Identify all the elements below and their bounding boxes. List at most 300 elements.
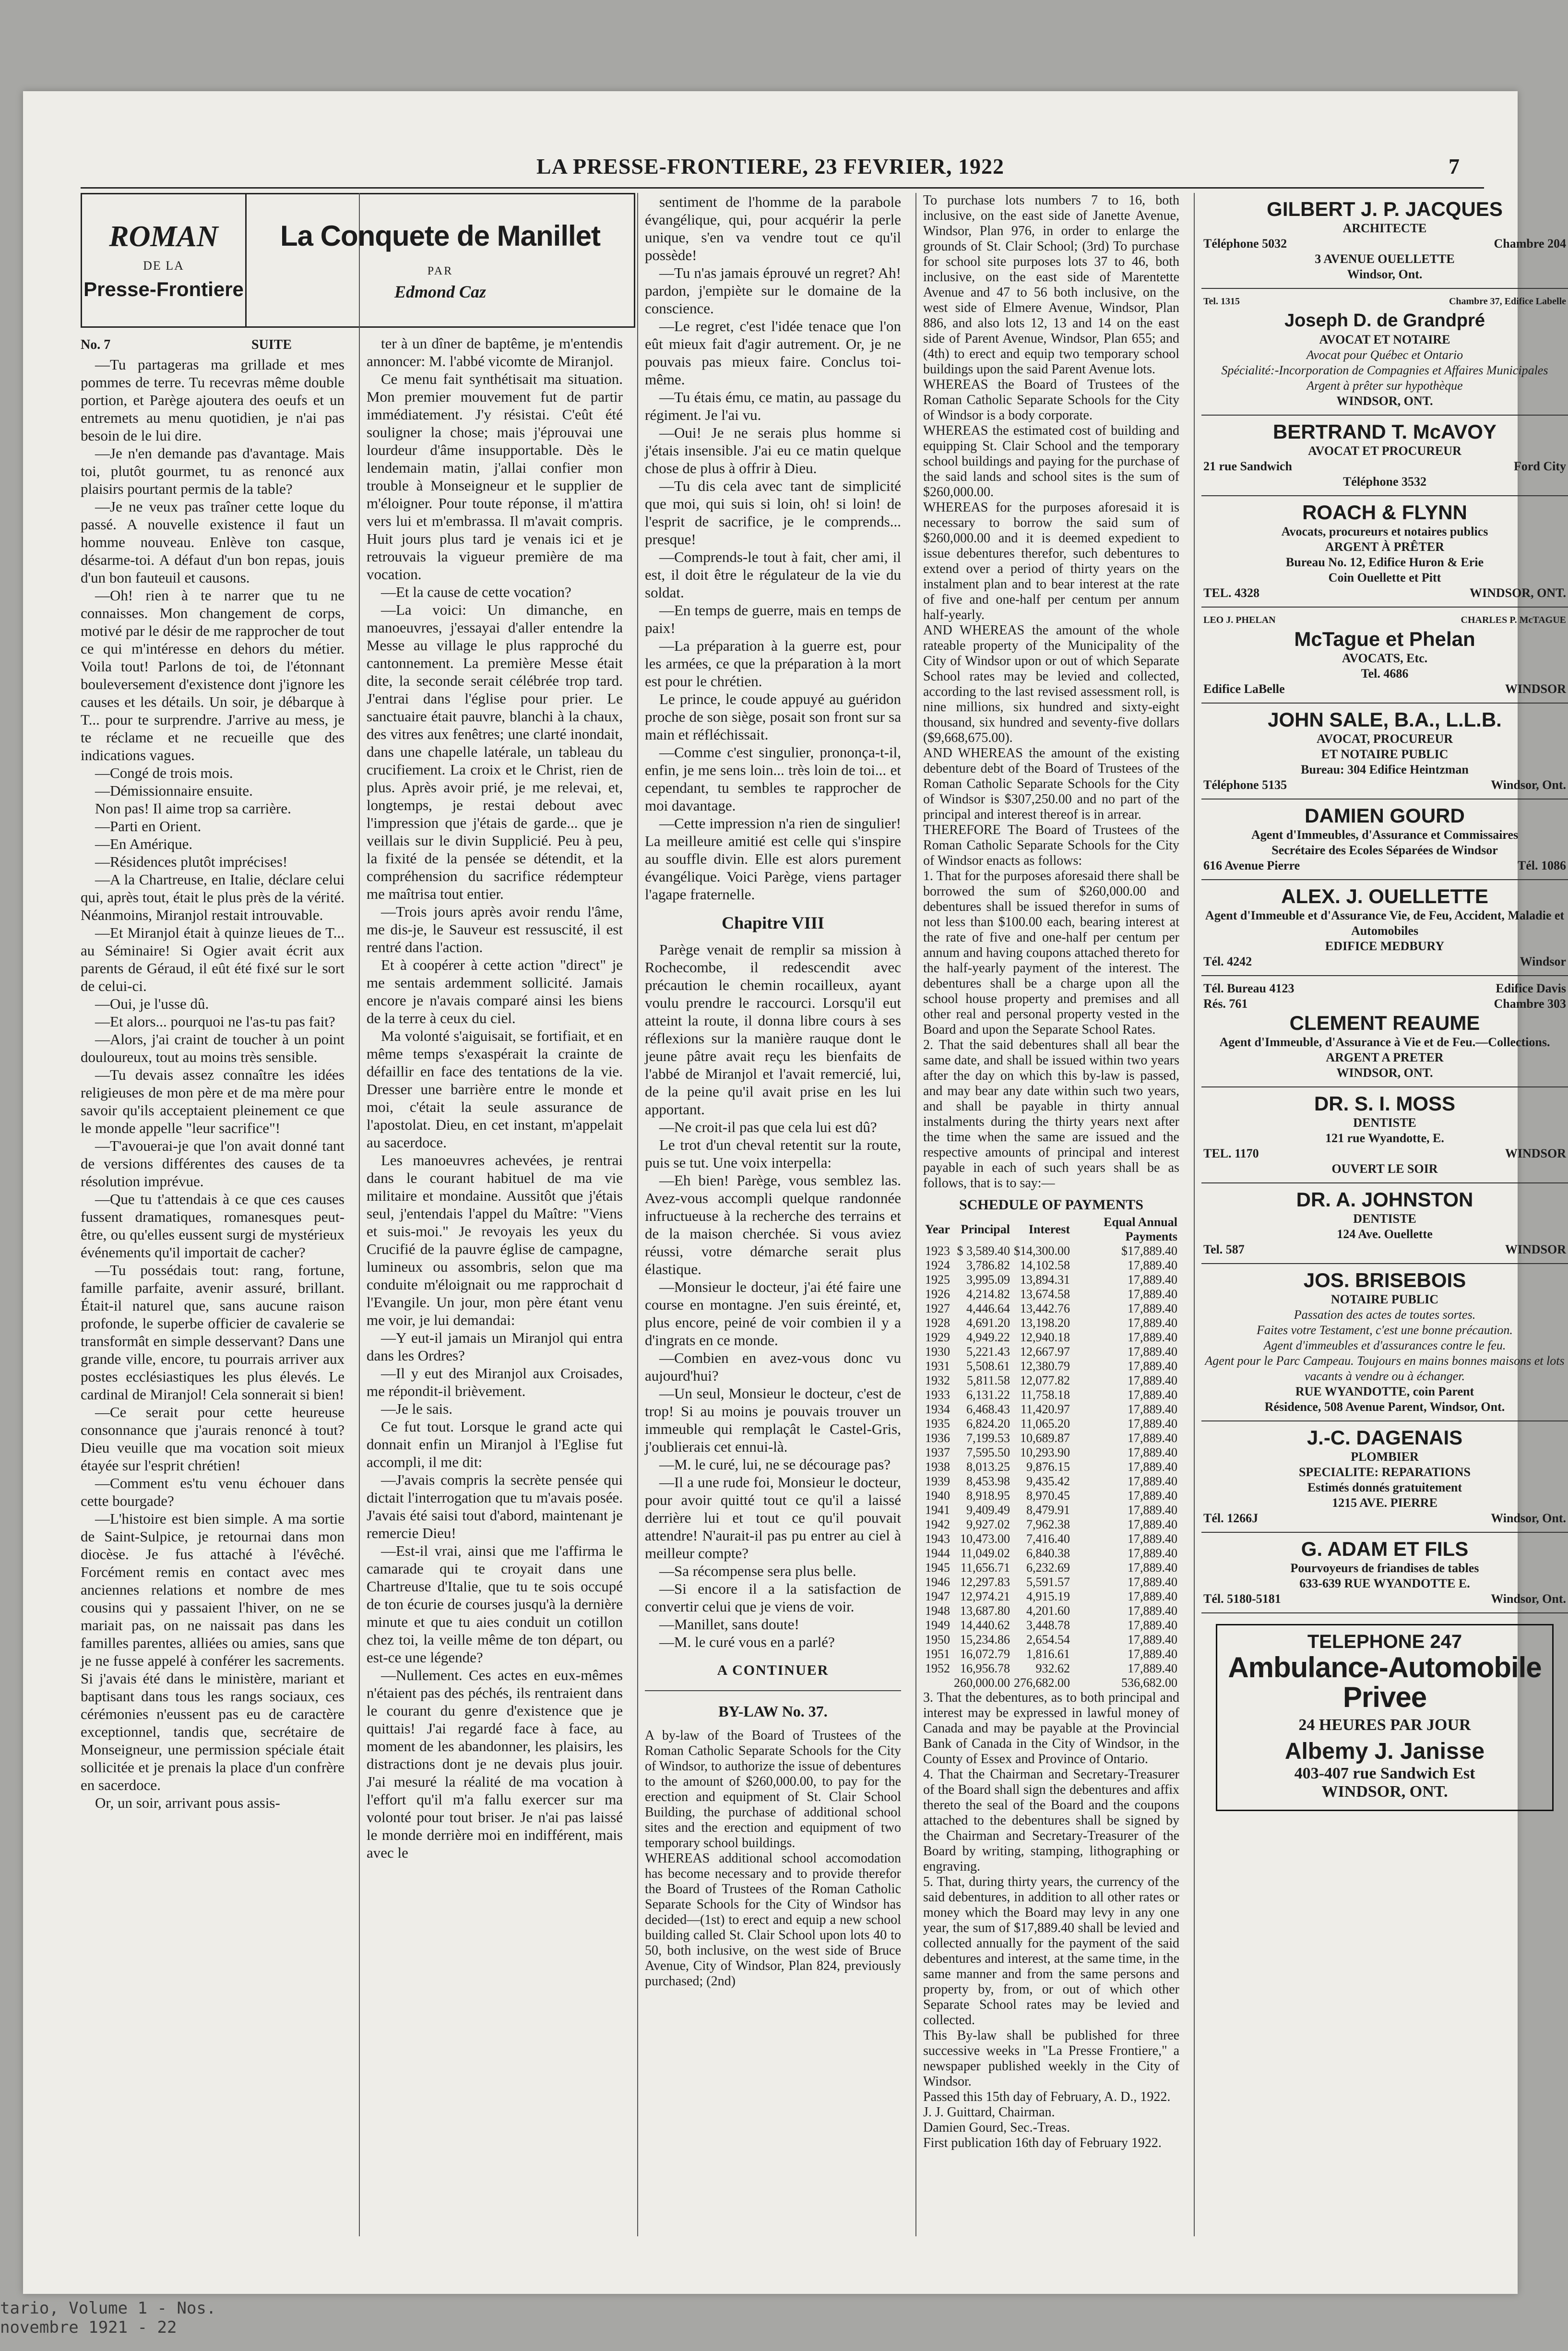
ad-city: WINDSOR — [1505, 1242, 1566, 1256]
schedule-row — [923, 1633, 1179, 1647]
ad-line: AVOCATS, Etc. — [1342, 651, 1428, 665]
ad-tel: Tél. 1266J — [1203, 1511, 1259, 1525]
ad-name: CLEMENT REAUME — [1289, 1012, 1480, 1034]
ad-line: EDIFICE MEDBURY — [1325, 939, 1445, 953]
schedule-row — [923, 1388, 1179, 1402]
newspaper-page — [23, 91, 1566, 2294]
schedule-cell: 1925 — [925, 1273, 950, 1287]
ad-tel: Tel. 587 — [1203, 1242, 1245, 1256]
ad-tel: Rés. 761 — [1203, 997, 1248, 1011]
ad-line: SPECIALITE: REPARATIONS — [1298, 1465, 1471, 1479]
archive-stamp-line: novembre 1921 - 22 — [0, 2318, 177, 2337]
schedule-header-cell: Interest — [1028, 1222, 1070, 1236]
ad-row — [1203, 1511, 1566, 1526]
ad-row — [1203, 459, 1566, 474]
paragraph: —La voici: Un dimanche, en manoeuvres, j'essayai d'aller entendre la Messe au village le plus rapproché du cantonnement. La première Messe était dite, la seconde serait célébrée trop tard. J'entrai dans l'église pour prier. Le sanctuaire était pauvre, blanchi à la chaux, des vitres aux fenêtres; une clarté inondait, dans une chapelle latérale, un tableau du crucifiement. La croix et le Christ, rien de plus. Après avoir prié, je me relevai, et, longtemps, je restai debout avec l'impression que j'étais de garde... que je veillais sur le divin Supplicié. Peu à peu, la fixité de la pensée se détendit, et la compréhension du sacrifice rédempteur me maîtrisa tout entier. — [367, 601, 623, 902]
ad-row — [1203, 294, 1566, 309]
schedule-cell: 17,889.40 — [1128, 1316, 1177, 1330]
ad-tel: Tél. Bureau 4123 — [1203, 981, 1295, 995]
paragraph: —Le regret, c'est l'idée tenace que l'on eût mieux fait d'agir autrement. Or, je ne pouvais pas mieux faire. Conclus toi-même. — [645, 318, 901, 388]
serial-title: La Conquete de Manillet — [280, 219, 601, 252]
paragraph: —A la Chartreuse, en Italie, déclare celui qui, après tout, était le plus près de la vérité. Néanmoins, Miranjol restait introuvable. — [81, 871, 344, 923]
ad-row — [1203, 858, 1566, 873]
bylaw-text-3 — [923, 1690, 1179, 2151]
paragraph: —Oui! Je ne serais plus homme si j'étais insensible. J'ai eu ce matin quelque chose de plus à offrir à Dieu. — [645, 424, 901, 477]
schedule-cell: 17,889.40 — [1128, 1258, 1177, 1272]
ad-line: Windsor, Ont. — [1347, 267, 1423, 281]
paragraph: First publication 16th day of February 1922. — [923, 2136, 1162, 2150]
schedule-cell: 7,962.38 — [1026, 1517, 1070, 1531]
schedule-cell: 1928 — [925, 1316, 950, 1330]
ad-line: Agent pour le Parc Campeau. Toujours en mains bonnes maisons et lots vacants à vendre ou à échanger. — [1205, 1354, 1565, 1383]
paragraph: —Et la cause de cette vocation? — [381, 584, 571, 600]
ad-partner: LEO J. PHELAN — [1203, 615, 1276, 625]
schedule-row — [923, 1431, 1179, 1445]
ad-tel: Tel. 1315 — [1203, 296, 1240, 307]
column-3-text — [645, 193, 901, 903]
paragraph: WHEREAS for the purposes aforesaid it is necessary to borrow the said sum of $260,000.00 and it is deemed expedient to issue debentures therefor, such debentures to extend over a period of thirty years on the instalment plan and to bear interest at the rate of five and one-half per centum per annum half-yearly. — [923, 500, 1179, 622]
ad-line: ARCHITECTE — [1342, 221, 1427, 235]
chapter-text — [645, 941, 901, 1651]
schedule-cell: 1,816.61 — [1026, 1647, 1070, 1661]
ad-name: BERTRAND T. McAVOY — [1273, 420, 1497, 443]
schedule-row — [923, 1330, 1179, 1345]
ad-addr: 616 Avenue Pierre — [1203, 859, 1300, 872]
serial-author: Edmond Caz — [394, 282, 487, 301]
schedule-cell: 4,201.60 — [1026, 1604, 1070, 1618]
schedule-cell: $ 3,589.40 — [957, 1244, 1010, 1258]
paragraph: —Un seul, Monsieur le docteur, c'est de trop! Si au moins je pouvais trouver un immeuble qui remplaçât le Castel-Gris, j'oublierais cet ennui-là. — [645, 1385, 901, 1455]
paragraph: —Tu n'as jamais éprouvé un regret? Ah! pardon, j'empiète sur le domaine de la conscience. — [645, 264, 901, 317]
ambulance-name: Ambulance-Automobile Privee — [1228, 1651, 1542, 1713]
column-2-text — [367, 334, 623, 1862]
ad-name: G. ADAM ET FILS — [1301, 1538, 1469, 1560]
ad-name: ALEX. J. OUELLETTE — [1281, 885, 1488, 907]
paragraph: Non pas! Il aime trop sa carrière. — [95, 800, 291, 817]
ad-row — [1203, 1146, 1566, 1161]
paragraph: —Résidences plutôt imprécises! — [95, 853, 288, 870]
paragraph: —La préparation à la guerre est, pour les armées, ce que la préparation à la mort est pour le chrétien. — [645, 637, 901, 690]
ad-line: Secrétaire des Ecoles Séparées de Windsor — [1271, 843, 1498, 857]
ad-line: Avocats, procureurs et notaires publics — [1281, 525, 1488, 538]
ad-row — [1203, 585, 1566, 601]
paragraph: —Il a une rude foi, Monsieur le docteur, pour avoir quitté tout ce qu'il a laissé derrière lui et tout ce qu'il pouvait attendre! N'aurait-il pas pu entrer au ciel à meilleur compte? — [645, 1474, 901, 1562]
ad-line: Agent d'Immeuble, d'Assurance à Vie et de Feu.—Collections. — [1219, 1035, 1550, 1049]
continuer-label: A CONTINUER — [645, 1662, 901, 1691]
ad-line: WINDSOR, ONT. — [1336, 1066, 1433, 1080]
paragraph: —Parti en Orient. — [95, 818, 202, 835]
ad-line: 633-639 RUE WYANDOTTE E. — [1299, 1576, 1470, 1590]
ad-mcavoy — [1201, 416, 1568, 496]
paragraph: —Tu partageras ma grillade et mes pommes de terre. Tu recevras même double portion, et Parège ajoutera des oeufs et un entremets au menu quotidien, je n'ai pas besoin de le lui dire. — [81, 356, 344, 444]
ad-tel: Téléphone 5135 — [1203, 778, 1287, 792]
ad-line: Bureau No. 12, Edifice Huron & Erie — [1285, 555, 1484, 569]
schedule-row — [923, 1301, 1179, 1316]
schedule-cell: 1946 — [925, 1575, 950, 1589]
schedule-cell: $17,889.40 — [1121, 1244, 1177, 1258]
schedule-cell: 8,479.91 — [1026, 1503, 1070, 1517]
ad-dagenais — [1201, 1421, 1568, 1533]
schedule-cell: 17,889.40 — [1128, 1402, 1177, 1416]
paragraph: —Et alors... pourquoi ne l'as-tu pas fait? — [95, 1013, 335, 1030]
paragraph: —Congé de trois mois. — [95, 764, 233, 781]
ad-row — [1203, 236, 1566, 251]
schedule-cell: 9,435.42 — [1026, 1474, 1070, 1488]
ad-line: Tel. 4686 — [1361, 667, 1409, 680]
paragraph: —Je ne veux pas traîner cette loque du passé. A nouvelle existence il faut un homme nouveau. Enlève ton casque, désarme-toi. A défaut d'un bon repas, jouis d'un bon fauteuil et causons. — [81, 498, 344, 586]
schedule-row — [923, 1258, 1179, 1273]
schedule-cell: 16,072.79 — [960, 1647, 1010, 1661]
ad-line: Coin Ouellette et Pitt — [1328, 571, 1441, 585]
ad-line: WINDSOR, ONT. — [1336, 394, 1433, 408]
schedule-cell: 6,468.43 — [966, 1402, 1010, 1416]
schedule-cell: 9,876.15 — [1026, 1460, 1070, 1474]
episode-line — [81, 337, 344, 353]
ad-row — [1203, 777, 1566, 793]
paragraph: This By-law shall be published for three successive weeks in "La Presse Frontiere," a newspaper published weekly in the City of Windsor. — [923, 2028, 1179, 2089]
ad-line: ET NOTAIRE PUBLIC — [1321, 747, 1449, 761]
ad-city: WINDSOR — [1505, 682, 1566, 696]
schedule-cell: 1945 — [925, 1561, 950, 1575]
ad-line: Spécialité:-Incorporation de Compagnies et Affaires Municipales — [1221, 363, 1548, 377]
paragraph: —Tu possédais tout: rang, fortune, famille parfaite, avenir assuré, brillant. Était-il naturel que, sans aucune raison profonde, le superbe officier de cavalerie se transformât en simple desservant? Dans une grande ville, encore, tu pourrais arriver aux postes ecclésiastiques les plus élevés. Le cardinal de Miranjol! Cela sonnerait si bien! — [81, 1262, 344, 1403]
paragraph: J. J. Guittard, Chairman. — [923, 2105, 1055, 2120]
schedule-cell: 1930 — [925, 1345, 950, 1359]
ad-gourd — [1201, 800, 1568, 880]
schedule-cell: 17,889.40 — [1128, 1647, 1177, 1661]
ad-line: Agent d'Immeubles, d'Assurance et Commissaires — [1251, 828, 1519, 842]
schedule-cell: 10,689.87 — [1020, 1431, 1070, 1445]
ad-line: Bureau: 304 Edifice Heintzman — [1301, 763, 1469, 776]
schedule-row — [923, 1647, 1179, 1661]
schedule-cell: 1942 — [925, 1517, 950, 1531]
schedule-row — [923, 1460, 1179, 1474]
ambulance-owner: Albemy J. Janisse — [1284, 1739, 1485, 1764]
schedule-header-cell: Year — [925, 1222, 950, 1236]
paragraph: —Combien en avez-vous donc vu aujourd'hui? — [645, 1349, 901, 1384]
page-number: 7 — [1449, 154, 1460, 179]
schedule-cell: 17,889.40 — [1128, 1359, 1177, 1373]
paragraph: —Nullement. Ces actes en eux-mêmes n'étaient pas des péchés, ils rentraient dans le courant du genre d'existence que je quittais! J'ai regardé face à face, au moment de les abandonner, les plaisirs, les distractions dont je ne devais plus jouir. J'ai mesuré la réalité de ma vocation à l'effort qu'il m'a fallu exercer sur ma volonté pour tout briser. Je n'ai pas laissé le monde derrière moi en indifférent, mais avec le — [367, 1667, 623, 1861]
paragraph: —Y eut-il jamais un Miranjol qui entra dans les Ordres? — [367, 1329, 623, 1364]
paragraph: WHEREAS the estimated cost of building and equipping St. Clair School and the temporary school buildings and paying for the purchase of the said lands and school sites is the sum of $260,000.00. — [923, 423, 1179, 500]
paragraph: —Trois jours après avoir rendu l'âme, me dis-je, le Sauveur est ressuscité, il est rentré dans l'action. — [367, 903, 623, 955]
paragraph: —Monsieur le docteur, j'ai été faire une course en montagne. J'en suis éreinté, et, plus encore, peiné de voir combien il y a d'ingrats en ce monde. — [645, 1278, 901, 1349]
ad-name: DR. A. JOHNSTON — [1296, 1188, 1473, 1211]
masthead — [23, 154, 1518, 188]
schedule-cell — [923, 1676, 952, 1690]
schedule-cell: 13,674.58 — [1020, 1287, 1070, 1301]
schedule-cell: 1926 — [925, 1287, 950, 1301]
schedule-cell: 13,894.31 — [1020, 1273, 1070, 1287]
schedule-cell: 1948 — [925, 1604, 950, 1618]
paragraph: Passed this 15th day of February, A. D., 1922. — [923, 2089, 1171, 2104]
paragraph: To purchase lots numbers 7 to 16, both inclusive, on the east side of Janette Avenue, Windsor, Plan 976, in order to enlarge the grounds of St. Clair School; (3rd) To purchase for school site purposes lots 37 to 46, both inclusive, on the east side of Marentette Avenue and 47 to 56 both inclusive, on the west side of Elmere Avenue, Windsor, Plan 886, and also lots 12, 13 and 14 on the east side of Parent Avenue, Windsor, Plan 655; and (4th) to erect and equip two temporary school buildings upon the said Parent Avenue lots. — [923, 193, 1179, 377]
paragraph: 2. That the said debentures shall all bear the same date, and shall be issued within two years after the day on which this by-law is passed, and may bear any date within such two years, and shall be payable in thirty annual instalments during the thirty years next after the time when the same are issued and the respective amounts of principal and interest payable in each of such years shall be as follows, that is to say:— — [923, 1038, 1179, 1191]
ad-row — [1203, 954, 1566, 969]
schedule-cell: 12,974.21 — [960, 1589, 1010, 1603]
paragraph: THEREFORE The Board of Trustees of the Roman Catholic Separate Schools for the City of Windsor enacts as follows: — [923, 823, 1179, 868]
paragraph: —Je n'en demande pas d'avantage. Mais toi, plutôt gourmet, tu as renoncé aux plaisirs pourtant permis de la table? — [81, 445, 344, 497]
schedule-cell: 17,889.40 — [1128, 1474, 1177, 1488]
schedule-cell: 6,232.69 — [1026, 1561, 1070, 1575]
schedule-table — [923, 1215, 1179, 1690]
ad-line: PLOMBIER — [1351, 1450, 1419, 1464]
paragraph: sentiment de l'homme de la parabole évangélique, qui, pour acquérir la perle unique, s'en va vendre tout ce qu'il possède! — [645, 193, 901, 263]
ad-line: 121 rue Wyandotte, E. — [1325, 1131, 1444, 1145]
paragraph: —Je le sais. — [381, 1400, 452, 1417]
schedule-header-cell: Equal Annual Payments — [1104, 1215, 1177, 1243]
schedule-cell: 17,889.40 — [1128, 1546, 1177, 1560]
schedule-cell: 1929 — [925, 1330, 950, 1344]
schedule-cell: 17,889.40 — [1128, 1287, 1177, 1301]
schedule-cell: 4,214.82 — [966, 1287, 1010, 1301]
ambulance-tel: TELEPHONE 247 — [1307, 1631, 1462, 1652]
schedule-cell: 17,889.40 — [1128, 1273, 1177, 1287]
schedule-cell: 12,940.18 — [1020, 1330, 1070, 1344]
schedule-cell: 16,956.78 — [960, 1661, 1010, 1675]
roman-label — [82, 194, 247, 326]
paragraph: —L'histoire est bien simple. A ma sortie de Saint-Sulpice, je retournai dans mon diocèse. Je fus attaché à l'évêché. Forcément remis en contact avec mes anciennes relations et nombre de mes cousins qui y passaient l'hiver, on ne se mariait pas, on ne naissait pas dans les familles parentes, alliées ou amies, sans que je ne fusse appelé à conférer les sacrements. Si j'avais été dans le ministère, mariant et baptisant dans tous les rangs sociaux, ces cérémonies n'eussent pas eu de caractère exceptionnel, tandis que, secrétaire de Monseigneur, une permission spéciale était sollicitée et je prenais la place d'un confrère en sacerdoce. — [81, 1510, 344, 1793]
ad-ouellette — [1201, 880, 1568, 976]
ad-line: NOTAIRE PUBLIC — [1330, 1292, 1439, 1306]
schedule-cell: 11,065.20 — [1020, 1417, 1070, 1431]
paragraph: Ce fut tout. Lorsque le grand acte qui donnait enfin un Miranjol à l'Eglise fut accompli, il me dit: — [367, 1418, 623, 1470]
paper-name: Presse-Frontiere — [83, 278, 244, 300]
schedule-cell: 1944 — [925, 1546, 950, 1560]
schedule-row — [923, 1474, 1179, 1489]
schedule-cell: 17,889.40 — [1128, 1373, 1177, 1387]
schedule-cell: 8,453.98 — [966, 1474, 1010, 1488]
archive-stamp-line: tario, Volume 1 - Nos. — [0, 2299, 216, 2318]
schedule-row — [923, 1345, 1179, 1359]
schedule-cell: 1936 — [925, 1431, 950, 1445]
suite-label: SUITE — [251, 337, 292, 352]
schedule-cell: 1927 — [925, 1301, 950, 1315]
bylaw-column — [915, 193, 1179, 2236]
ad-line: 124 Ave. Ouellette — [1337, 1227, 1433, 1241]
chapter-heading: Chapitre VIII — [722, 913, 824, 932]
schedule-cell: 6,131.22 — [966, 1388, 1010, 1402]
paragraph: —Est-il vrai, ainsi que me l'affirma le camarade qui te croyait dans une Chartreuse d'Italie, que tu te sois occupé de ton écurie de courses jusqu'à la dernière minute et que tu aies conduit un cotillon chez toi, la veille même de ton départ, ou est-ce une légende? — [367, 1542, 623, 1666]
schedule-cell: 8,970.45 — [1026, 1489, 1070, 1503]
schedule-cell: 17,889.40 — [1128, 1417, 1177, 1431]
schedule-cell: 17,889.40 — [1128, 1661, 1177, 1675]
schedule-row — [923, 1618, 1179, 1633]
schedule-cell: 12,380.79 — [1020, 1359, 1070, 1373]
ad-line: Estimés donnés gratuitement — [1307, 1480, 1462, 1494]
ads-column — [1194, 193, 1568, 2236]
schedule-cell: 17,889.40 — [1128, 1604, 1177, 1618]
schedule-cell: 2,654.54 — [1026, 1633, 1070, 1647]
schedule-title: SCHEDULE OF PAYMENTS — [959, 1197, 1143, 1213]
ad-tel: TEL. 1170 — [1203, 1146, 1259, 1160]
paragraph: —Alors, j'ai craint de toucher à un point douloureux, tout au moins très sensible. — [81, 1031, 344, 1065]
ad-name: McTague et Phelan — [1294, 628, 1475, 650]
schedule-cell: 4,691.20 — [966, 1316, 1010, 1330]
ad-line: ARGENT A PRETER — [1326, 1050, 1444, 1064]
schedule-cell: 9,927.02 — [966, 1517, 1010, 1531]
schedule-cell: 276,682.00 — [1014, 1676, 1070, 1690]
ad-addr: 21 rue Sandwich — [1203, 459, 1292, 473]
ad-line: Argent à prêter sur hypothèque — [1307, 379, 1463, 393]
schedule-cell: 11,420.97 — [1020, 1402, 1070, 1416]
ad-line: AVOCAT, PROCUREUR — [1316, 732, 1453, 746]
schedule-cell: 1951 — [925, 1647, 950, 1661]
schedule-cell: 3,786.82 — [966, 1258, 1010, 1272]
schedule-cell: 3,448.78 — [1026, 1618, 1070, 1632]
schedule-cell: 1937 — [925, 1445, 950, 1459]
schedule-row — [923, 1661, 1179, 1676]
ad-line: RUE WYANDOTTE, coin Parent — [1295, 1384, 1474, 1398]
bylaw-text-1 — [645, 1728, 901, 1989]
paragraph: —Ce serait pour cette heureuse consonnance que j'aurais renoncé à tout? Dieu veuille que ma vocation soit mieux étayée sur l'esprit chrétien! — [81, 1404, 344, 1474]
schedule-cell: 10,293.90 — [1020, 1445, 1070, 1459]
ad-city: Windsor — [1520, 955, 1566, 968]
schedule-cell: 5,811.58 — [966, 1373, 1010, 1387]
ambulance-city: WINDSOR, ONT. — [1321, 1783, 1448, 1801]
schedule-cell: 17,889.40 — [1128, 1575, 1177, 1589]
ambulance-hours: 24 HEURES PAR JOUR — [1298, 1716, 1471, 1734]
schedule-cell: 4,915.19 — [1026, 1589, 1070, 1603]
paragraph: —Oh! rien à te narrer que tu ne connaisses. Mon changement de corps, motivé par le désir de me rapprocher de tout ce qui m'intéresse en dehors du métier. Voila tout! Parlons de toi, de l'étonnant bouleversement d'existence dont j'ignore les causes et les détails. Un soir, je débarque à T... pour te surprendre. J'arrive au mess, je te réclame et ne recueille que des indications vagues. — [81, 587, 344, 764]
paragraph: —Comprends-le tout à fait, cher ami, il est, il doit être le régulateur de la vie du soldat. — [645, 549, 901, 601]
ad-tel: Tél. 5180-5181 — [1203, 1592, 1281, 1606]
paragraph: —Et Miranjol était à quinze lieues de T... au Séminaire! Si Ogier avait écrit aux parents de Géraud, il eût été fixé sur le sort de celui-ci. — [81, 924, 344, 994]
ad-jacques — [1201, 193, 1568, 289]
schedule-cell: 17,889.40 — [1128, 1460, 1177, 1474]
schedule-row — [923, 1244, 1179, 1258]
paragraph: 5. That, during thirty years, the currency of the said debentures, in addition to all other rates or money which the Board may levy in any one year, the sum of $17,889.40 shall be levied and collected annually for the payment of the said debentures and interest, at the same time, in the same manner and from the same persons and property by, from, or out of which other Separate School rates may be levied and collected. — [923, 1874, 1179, 2028]
schedule-cell: 10,473.00 — [960, 1532, 1010, 1546]
paragraph: —Sa récompense sera plus belle. — [659, 1563, 856, 1579]
schedule-cell: 1932 — [925, 1373, 950, 1387]
schedule-cell: 17,889.40 — [1128, 1431, 1177, 1445]
schedule-cell: 6,840.38 — [1026, 1546, 1070, 1560]
schedule-cell: 17,889.40 — [1128, 1301, 1177, 1315]
ad-grandpre — [1201, 289, 1568, 416]
paragraph: AND WHEREAS the amount of the whole rateable property of the Municipality of the City of Windsor upon or out of which Separate School rates may be levied and collected, according to the last revised assessment roll, is nine millions, six hundred and sixty-eight thousand, six hundred and seventy-five dollars ($9,668,675.00). — [923, 623, 1179, 745]
paragraph: ter à un dîner de baptême, je m'entendis annoncer: M. l'abbé vicomte de Miranjol. — [367, 335, 623, 370]
paragraph: WHEREAS additional school accomodation has become necessary and to provide therefor the Board of Trustees of the Roman Catholic Separate Schools for the City of Windsor has decided—(1st) to erect and equip a new school building called St. Clair School upon lots 40 to 50, both inclusive, on the west side of Bruce Avenue, City of Windsor, Plan 824, previously purchased; (2nd) — [645, 1851, 901, 1989]
paragraph: —Comme c'est singulier, prononça-t-il, enfin, je me sens loin... très loin de toi... et cependant, tu sembles te rapprocher de moi davantage. — [645, 744, 901, 814]
schedule-cell: 12,297.83 — [960, 1575, 1010, 1589]
ad-line: AVOCAT ET PROCUREUR — [1308, 444, 1461, 458]
schedule-row — [923, 1676, 1179, 1690]
ambulance-addr: 403-407 rue Sandwich Est — [1294, 1765, 1475, 1782]
paragraph: —Tu devais assez connaître les idées religieuses de mon père et de ma mère pour savoir qu'ils acceptaient pleinement ce que le monde appelle "leur sacrifice"! — [81, 1066, 344, 1136]
schedule-cell: 17,889.40 — [1128, 1388, 1177, 1402]
schedule-row — [923, 1273, 1179, 1287]
schedule-row — [923, 1575, 1179, 1589]
paragraph: —J'avais compris la secrète pensée qui dictait l'interrogation que tu m'avais posée. J'avais été saisi tout d'abord, maintenant je remercie Dieu! — [367, 1471, 623, 1541]
roman-word: ROMAN — [109, 220, 218, 253]
ad-line: Résidence, 508 Avenue Parent, Windsor, Ont. — [1264, 1400, 1505, 1414]
schedule-cell: 17,889.40 — [1128, 1489, 1177, 1503]
paragraph: —En temps de guerre, mais en temps de paix! — [645, 602, 901, 636]
ad-name: Joseph D. de Grandpré — [1284, 310, 1485, 331]
schedule-cell: 14,102.58 — [1020, 1258, 1070, 1272]
schedule-row — [923, 1373, 1179, 1388]
paragraph: —Il y eut des Miranjol aux Croisades, me répondit-il brièvement. — [367, 1365, 623, 1399]
paragraph: —Tu dis cela avec tant de simplicité que moi, qui suis si loin, oh! si loin! de l'esprit de sacrifice, je le comprends... presque! — [645, 477, 901, 548]
ad-room: Chambre 37, Edifice Labelle — [1449, 296, 1566, 307]
ad-roach — [1201, 496, 1568, 608]
schedule-cell: 17,889.40 — [1128, 1503, 1177, 1517]
schedule-body — [923, 1244, 1179, 1690]
schedule-cell: 1938 — [925, 1460, 950, 1474]
schedule-cell: 1939 — [925, 1474, 950, 1488]
ad-name: J.-C. DAGENAIS — [1307, 1426, 1463, 1449]
schedule-cell: 11,049.02 — [960, 1546, 1010, 1560]
serial-column-2 — [359, 193, 623, 2236]
schedule-cell: 12,667.97 — [1020, 1345, 1070, 1359]
schedule-cell: 17,889.40 — [1128, 1618, 1177, 1632]
ad-room: Chambre 303 — [1494, 997, 1566, 1011]
column-1-text — [81, 356, 344, 1812]
ad-line: ARGENT À PRÊTER — [1325, 540, 1444, 554]
paragraph: Parège venait de remplir sa mission à Rochecombe, il redescendit avec précaution le chemin rocailleux, ayant voulu prendre le raccourci. Lorsqu'il eut atteint la route, il donna libre cours à ses réflexions sur la manière rauque dont le jeune pâtre avait reçu les bienfaits de l'abbé de Miranjol et l'avait remercié, lui, de la peine qu'il avait prise en les lui apportant. — [645, 941, 901, 1118]
schedule-cell: 1934 — [925, 1402, 950, 1416]
ad-room: Chambre 204 — [1494, 237, 1566, 251]
ad-row — [1203, 612, 1566, 628]
paragraph: Le prince, le coude appuyé au guéridon proche de son siège, posait son front sur sa main et réfléchissait. — [645, 691, 901, 743]
bylaw-title: BY-LAW No. 37. — [718, 1703, 828, 1720]
ad-row — [1203, 681, 1566, 697]
paragraph: 3. That the debentures, as to both principal and interest may be expressed in lawful money of Canada and may be payable at the Provincial Bank of Canada in the City of Windsor, in the County of Essex and Province of Ontario. — [923, 1690, 1179, 1766]
ad-tel: Tél. 4242 — [1203, 955, 1252, 968]
paragraph: —M. le curé vous en a parlé? — [659, 1634, 835, 1650]
serial-column-3 — [637, 193, 901, 2236]
schedule-cell: 5,221.43 — [966, 1345, 1010, 1359]
schedule-cell: 8,918.95 — [966, 1489, 1010, 1503]
paragraph: 4. That the Chairman and Secretary-Treasurer of the Board shall sign the debentures and affix thereto the seal of the Board and the coupons attached to the debentures shall be signed by the Chairman and Secretary-Treasurer of the Board by writing, stamping, lithographing or engraving. — [923, 1767, 1179, 1874]
paragraph: —T'avouerai-je que l'on avait donné tant de versions différentes des causes de ta résolution imprévue. — [81, 1137, 344, 1190]
schedule-cell: 1931 — [925, 1359, 950, 1373]
paragraph: —Ne croit-il pas que cela lui est dû? — [659, 1119, 877, 1135]
ad-adam — [1201, 1533, 1568, 1613]
schedule-cell: 12,077.82 — [1020, 1373, 1070, 1387]
bylaw-text-2 — [923, 193, 1179, 1191]
de-la: DE LA — [143, 259, 184, 273]
schedule-cell: 17,889.40 — [1128, 1330, 1177, 1344]
ad-brisebois — [1201, 1264, 1568, 1421]
masthead-rule — [81, 187, 1484, 189]
paragraph: —Manillet, sans doute! — [659, 1616, 799, 1633]
ad-ambulance — [1216, 1624, 1554, 1811]
schedule-row — [923, 1517, 1179, 1532]
schedule-cell: 9,409.49 — [966, 1503, 1010, 1517]
schedule-cell: 17,889.40 — [1128, 1561, 1177, 1575]
paragraph: —Si encore il a la satisfaction de convertir celui que je viens de voir. — [645, 1580, 901, 1615]
schedule-cell: 536,682.00 — [1121, 1676, 1177, 1690]
ad-line: AVOCAT ET NOTAIRE — [1319, 333, 1450, 346]
ad-name: JOS. BRISEBOIS — [1303, 1269, 1466, 1291]
schedule-cell: 4,949.22 — [966, 1330, 1010, 1344]
schedule-cell: 7,416.40 — [1026, 1532, 1070, 1546]
schedule-cell: 8,013.25 — [966, 1460, 1010, 1474]
paragraph: —Eh bien! Parège, vous semblez las. Avez-vous accompli quelque randonnée infructueuse à la recherche des terrains et de la maison cherchée. Si vous aviez réussi, votre démarche serait plus élastique. — [645, 1172, 901, 1277]
schedule-cell: 1935 — [925, 1417, 950, 1431]
ad-name: JOHN SALE, B.A., L.L.B. — [1268, 708, 1502, 731]
schedule-cell: 4,446.64 — [966, 1301, 1010, 1315]
paragraph: Ce menu fait synthétisait ma situation. Mon premier mouvement fut de partir immédiatement. J'y résistai. C'eût été souligner la chose; mais j'éprouvai une lourdeur d'âme insupportable. Dès le lendemain matin, j'allai confier mon trouble à Monseigneur et le supplier de m'éloigner. Pour toute réponse, il m'attira vers lui et m'embrassa. Il m'avait compris. Huit jours plus tard je venais ici et je retrouvais la vigueur première de ma vocation. — [367, 370, 623, 583]
ad-line: DENTISTE — [1353, 1116, 1416, 1130]
schedule-row — [923, 1402, 1179, 1417]
schedule-row — [923, 1359, 1179, 1373]
ad-reaume — [1201, 976, 1568, 1087]
schedule-header-row — [923, 1215, 1179, 1244]
